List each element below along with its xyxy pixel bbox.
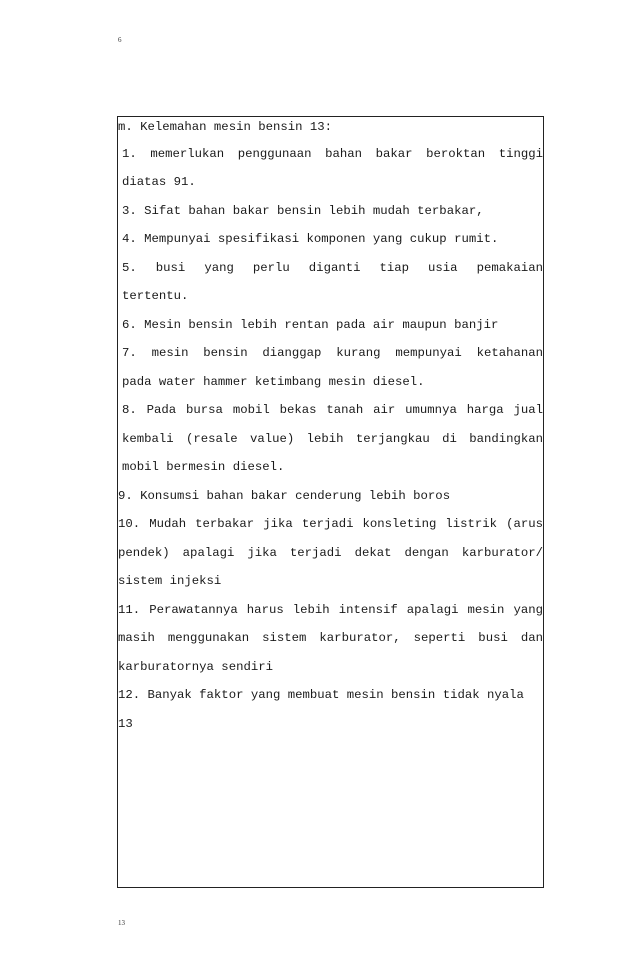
list-item-10-line-3: sistem injeksi [118,574,222,588]
list-item-4: 4. Mempunyai spesifikasi komponen yang cukup rumit. [122,232,499,246]
list-item-8-line-3: mobil bermesin diesel. [122,460,285,474]
footer-reference: 13 [118,919,125,927]
list-item-10-line-2: pendek) apalagi jika terjadi dekat dengan karburator/ [118,546,543,560]
list-item-7-line-2: pada water hammer ketimbang mesin diesel. [122,375,425,389]
section-heading: m. Kelemahan mesin bensin 13: [118,120,333,134]
page-number: 6 [118,36,122,44]
list-item-6: 6. Mesin bensin lebih rentan pada air maupun banjir [122,318,499,332]
list-item-1-line-2: diatas 91. [122,175,196,189]
list-item-11-line-3: karburatornya sendiri [118,660,273,674]
list-item-7-line-1: 7. mesin bensin dianggap kurang mempunyai ketahanan [122,346,543,360]
list-item-3: 3. Sifat bahan bakar bensin lebih mudah terbakar, [122,204,484,218]
list-item-12: 12. Banyak faktor yang membuat mesin bensin tidak nyala [118,688,524,702]
list-item-11-line-2: masih menggunakan sistem karburator, seperti busi dan [118,631,543,645]
list-item-11-line-1: 11. Perawatannya harus lebih intensif apalagi mesin yang [118,603,543,617]
list-item-13: 13 [118,717,133,731]
list-item-9: 9. Konsumsi bahan bakar cenderung lebih boros [118,489,451,503]
list-item-10-line-1: 10. Mudah terbakar jika terjadi konsleting listrik (arus [118,517,543,531]
list-item-8-line-1: 8. Pada bursa mobil bekas tanah air umumnya harga jual [122,403,543,417]
list-item-5-line-1: 5. busi yang perlu diganti tiap usia pemakaian [122,261,543,275]
content-box [117,116,544,888]
list-item-8-line-2: kembali (resale value) lebih terjangkau di bandingkan [122,432,543,446]
list-item-1-line-1: 1. memerlukan penggunaan bahan bakar beroktan tinggi [122,147,543,161]
list-item-5-line-2: tertentu. [122,289,189,303]
